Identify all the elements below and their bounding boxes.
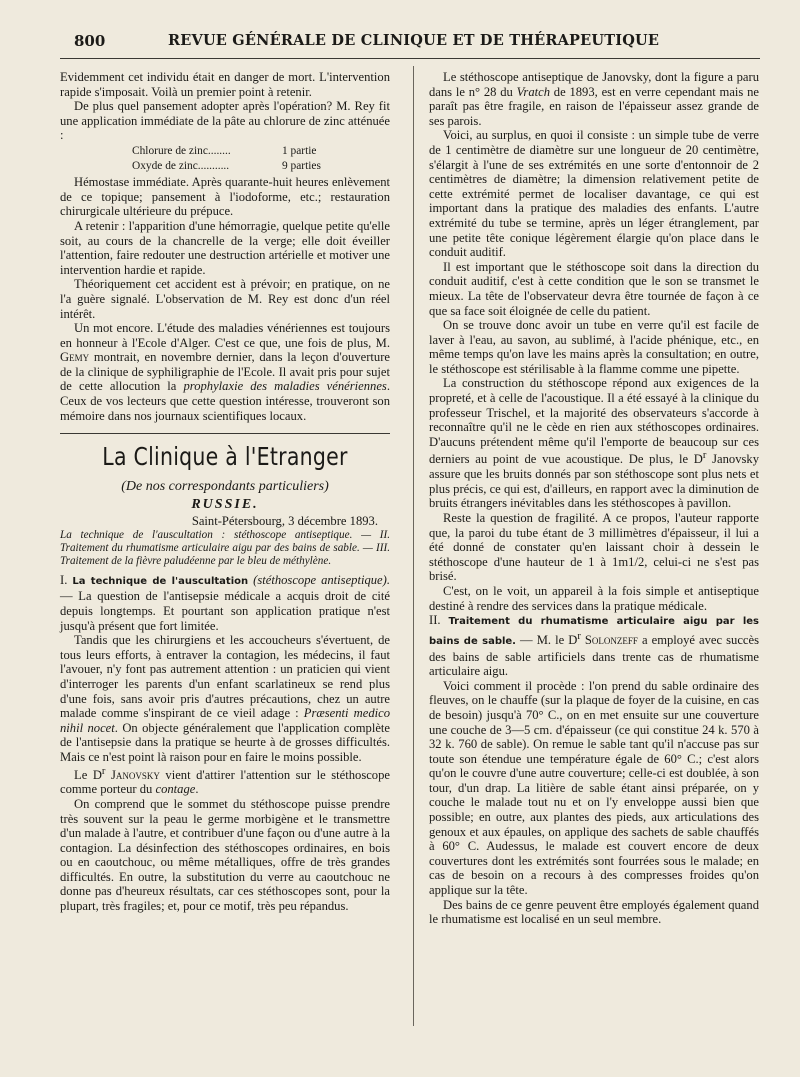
section-subtitle: (De nos correspondants particuliers) [121, 479, 329, 495]
running-title: REVUE GÉNÉRALE DE CLINIQUE ET DE THÉRAPEUTIQUE [168, 32, 660, 49]
paragraph: Voici, au surplus, en quoi il consiste : un simple tube de verre de 1 centimètre de diamètre sur une longueur de 20 centimètre, s'élargit à l'une de ses extrémités en une sorte d'entonnoir de 2 centimètres de diamètre; la dimension relativement petite de cette extrémité permet de localiser davantage, ce qui est important dans la pratique des maladies des enfants. L'autre extrémité du tube se termine, après un léger étranglement, par une petite tête conique légèrement élargie qu'on place dans le conduit auditif. [429, 128, 759, 260]
right-column [429, 70, 759, 927]
author-name: Solonzeff [580, 632, 638, 647]
paragraph [429, 376, 759, 511]
paragraph [60, 633, 390, 764]
formula-qty: 9 parties [282, 159, 321, 172]
paragraph: On comprend que le sommet du stéthoscope puisse prendre très souvent sur la peau le germe morbigène et le transmettre d'un malade à l'autre, et contribuer d'une façon ou d'une autre à la contagion. La désinfection des stéthoscopes ordinaires, en bois ou en caoutchouc, ou même métalliques, offre de très grandes difficultés. En outre, la substitution du verre au caoutchouc ne donne pas d'heureux résultats, car ces stéthoscopes sont, pour la plupart, très fragiles; et, pour ce motif, très peu répandus. [60, 796, 390, 914]
section-number: I. [60, 572, 73, 587]
text-run: Le D [74, 767, 102, 782]
author-name: Janovsky [105, 767, 160, 782]
formula-table [60, 144, 390, 173]
text-run: de 1893, est en verre cependant mais ne paraît pas être fragile, en raison de l'épaisseur assez grande de ses parois. [429, 84, 760, 128]
text-run: — La question de l'antisepsie médicale a acquis droit de cité depuis longtemps. Et pourtant son application pratique n'est jusqu'à présent que fort limitée. [60, 589, 390, 633]
text-run: montrait, en novembre dernier, dans la leçon d'ouverture de la clinique de syphiligraphie de l'Ecole. Il avait pris pour sujet de cette allocution la [60, 350, 390, 394]
paragraph: A retenir : l'apparition d'une hémorragie, quelque petite qu'elle soit, au cours de la chancrelle de la verge; elle doit éveiller l'attention, faire redouter une destruction artérielle et motiver une intervention hardie et rapide. [60, 218, 390, 277]
section-title: La Clinique à l'Etranger [102, 442, 348, 472]
superscript: r [101, 765, 106, 777]
formula-name: Oxyde de zinc........... [132, 159, 230, 172]
text-run: Janovsky assure que les bruits donnés par son stéthoscope sont plus nets et plus précis, ce qui est, d'ailleurs, en rapport avec la diminution de bruits étrangers inévitables dans les stéthoscopes à pavillon. [429, 452, 759, 511]
paragraph: Des bains de ce genre peuvent être employés également quand le rhumatisme est localisé en un seul membre. [429, 897, 759, 927]
formula-row [60, 159, 390, 174]
section-divider [60, 433, 390, 434]
text-run: La construction du stéthoscope répond aux exigences de la propreté, et à celle de l'acoustique. Il a été essayé à la clinique du professeur Trischel, et la majorité des observateurs s'accorde à reconnaître qu'il ne le cède en rien aux stéthoscopes ordinaires. D'aucuns prétendent même qu'il l'emporte de beaucoup sur ces derniers au point de vue acoustique. De plus, le D [429, 376, 759, 467]
subsection-heading: Traitement du rhumatisme articulaire aigu par les bains de sable. [429, 616, 759, 647]
text-run: Un mot encore. L'étude des maladies vénériennes est toujours en honneur à l'Ecole d'Alger. C'est ce que, une fois de plus, M. [60, 321, 390, 350]
paragraph: Evidemment cet individu était en danger de mort. L'intervention rapide s'imposait. Voilà un premier point à retenir. [60, 70, 390, 99]
paragraph: Reste la question de fragilité. A ce propos, l'auteur rapporte que, la paroi du tube étant de 3 millimètres d'épaisseur, il lui a été donné de constater qu'en laissant choir à dessein le stéthoscope d'une hauteur de 1 à 1m1/2, celui-ci ne s'est pas brisé. [429, 511, 759, 584]
italic-run: prophylaxie des maladies vénériennes [183, 379, 387, 394]
left-column [60, 70, 390, 914]
superscript: r [577, 630, 581, 642]
page-number: 800 [74, 32, 106, 50]
paragraph [429, 613, 759, 679]
paragraph: C'est, on le voit, un appareil à la fois simple et antiseptique destiné à rendre des services dans la pratique médicale. [429, 583, 759, 613]
paragraph: De plus quel pansement adopter après l'opération? M. Rey fit une application immédiate de la pâte au chlorure de zinc atténuée : [60, 99, 390, 143]
text-run: . Ceux de vos lecteurs que cette question intéresse, trouveront son mémoire dans nos journaux scientifiques locaux. [60, 379, 390, 423]
author-name: Gemy [60, 350, 90, 365]
paragraph [60, 321, 390, 423]
text-run: . [195, 782, 199, 797]
country-heading: RUSSIE. [191, 497, 259, 513]
formula-qty: 1 partie [282, 144, 317, 157]
italic-run: Vratch [516, 84, 550, 99]
paragraph [429, 70, 759, 128]
italic-run: contage [155, 782, 196, 797]
page-header [60, 24, 760, 59]
formula-name: Chlorure de zinc........ [132, 144, 231, 157]
paragraph: Hémostase immédiate. Après quarante-huit heures enlèvement de ce topique; pansement à l'iodoforme, etc.; restauration chirurgicale ultérieure du prépuce. [60, 175, 390, 219]
subsection-heading: La technique de l'auscultation [72, 575, 249, 587]
text-run: . On objecte généralement que l'application complète de l'antisepsie dans la pratique se heurte à de grosses difficultés. Mais ce n'est point là raison pour en faire le moins possible. [60, 720, 391, 764]
paragraph: Voici comment il procède : l'on prend du sable ordinaire des fleuves, on le chauffe (sur la plaque de foyer de la cuisine, en cas de besoin) jusqu'à 70° C., on en met ensuite sur une couverture une couche de 3—5 cm. d'épaisseur (ce qui constitue 24 k. 570 à 32 k. 760 de sable). On remue le sable tant qu'il n'accuse pas sur toute son étendue une température égale de 60° C.; c'est alors qu'on le couvre d'une autre couverture; celle-ci est doublée, à son tour, d'un drap. La litière de sable étant ainsi préparée, on y couche le malade tout nu et on l'y enveloppe aussi bien que possible; en outre, aux plantes des pieds, aux articulations des genoux et aux épaules, on applique des sachets de sable chauffés à 60° C. Audessus, le malade est couvert encore de deux couvertures dont les extrémités sont fourrées sous le malade; en cas de besoin on a recours à des compresses froides qu'on applique sur la tête. [429, 678, 759, 898]
text-run: Le stéthoscope antiseptique de Janovsky, dont la figure a paru dans le n° 28 du [429, 70, 759, 99]
text-run: — M. le D [516, 632, 578, 647]
formula-row [60, 144, 390, 159]
text-run: vient d'attirer l'attention sur le stéthoscope comme porteur du [60, 767, 390, 797]
italic-run: Præsenti medico nihil nocet [60, 706, 391, 735]
paragraph: Théoriquement cet accident est à prévoir; en pratique, on ne l'a guère signalé. L'observation de M. Rey est donc d'un réel intérêt. [60, 277, 390, 321]
article-summary: La technique de l'auscultation : stéthoscope antiseptique. — II. Traitement du rhumatisme articulaire aigu par des bains de sable. — III. Traitement de la fièvre paludéenne par le bleu de méthylène. [60, 529, 390, 568]
italic-run: (stéthoscope antiseptique). [248, 572, 390, 587]
paragraph: On se trouve donc avoir un tube en verre qu'il est facile de laver à l'eau, au savon, au sublimé, à l'acide phénique, etc., en même temps qu'on lave les mains après la consultation; en outre, le stéthoscope est stérilisable à la flamme comme une pipette. [429, 318, 759, 376]
superscript: r [702, 450, 707, 462]
paragraph [60, 573, 390, 633]
paragraph [60, 765, 390, 797]
column-divider [413, 66, 414, 1026]
paragraph: Il est important que le stéthoscope soit dans la direction du conduit auditif, c'est à cette condition que le son se transmet le mieux. La tête de l'observateur devra être tournée de façon à ce que sa face soit éloignée de celle du patient. [429, 259, 759, 318]
section-number: II. [429, 613, 449, 628]
text-run: a employé avec succès des bains de sable artificiels dans trente cas de rhumatisme articulaire aigu. [429, 632, 760, 679]
text-run: Tandis que les chirurgiens et les accoucheurs s'évertuent, de tous leurs efforts, à entraver la contagion, les médecins, il faut l'avouer, n'y font pas autrement attention : un praticien qui vient d'interroger les parents d'un enfant scarlatineux se rend plus d'une fois, sans avoir pris d'autres précautions, chez un autre malade comme s'inspirant de ce vieil adage : [60, 633, 390, 721]
dateline: Saint-Pétersbourg, 3 décembre 1893. [191, 513, 378, 528]
